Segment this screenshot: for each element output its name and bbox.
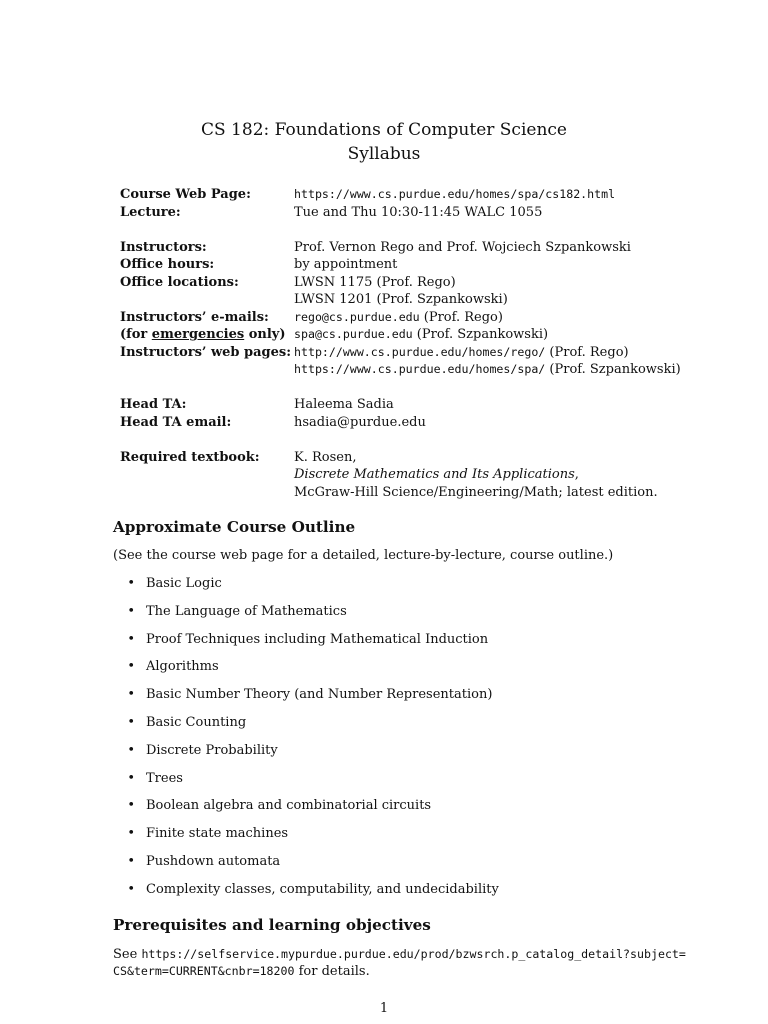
title-syllabus: Syllabus <box>347 144 421 164</box>
list-item: • Complexity classes, computability, and undecidability <box>113 881 499 909</box>
list-item: • Basic Number Theory (and Number Representation) <box>113 686 499 714</box>
info-row-hours <box>120 256 760 274</box>
info-row-locations-2 <box>120 291 760 309</box>
list-item: • Algorithms <box>113 658 499 686</box>
prereq-heading: Prerequisites and learning objectives <box>113 916 431 934</box>
info-row-textbook-3 <box>120 484 760 502</box>
list-item: • Finite state machines <box>113 825 499 853</box>
course-info-block <box>120 186 760 501</box>
info-row-headta <box>120 396 760 414</box>
label-web-page: Course Web Page: <box>120 187 251 202</box>
emergencies-underlined: emergencies <box>151 327 245 342</box>
office-location-1: LWSN 1175 (Prof. Rego) <box>294 274 456 290</box>
info-row-locations <box>120 274 760 292</box>
course-outline-list <box>113 575 499 909</box>
textbook-author: K. Rosen, <box>294 449 357 465</box>
info-row-textbook <box>120 449 760 467</box>
list-item: • Basic Logic <box>113 575 499 603</box>
bullet-icon: • <box>127 576 135 591</box>
email-spa-suffix: (Prof. Szpankowski) <box>412 327 549 342</box>
webpage-spa-suffix: (Prof. Szpankowski) <box>545 362 681 377</box>
page-number: 1 <box>379 1001 389 1016</box>
document-title <box>0 118 768 166</box>
bullet-icon: • <box>127 798 135 814</box>
info-row-headta-email <box>120 414 760 432</box>
webpage-rego-link[interactable]: http://www.cs.purdue.edu/homes/rego/ <box>294 344 546 359</box>
info-row-emails <box>120 309 760 327</box>
bullet-icon: • <box>127 659 135 675</box>
label-office-locations: Office locations: <box>120 274 239 290</box>
email-spa-link[interactable]: spa@cs.purdue.edu <box>294 327 413 341</box>
head-ta-email-value: hsadia@purdue.edu <box>294 414 426 430</box>
label-instructors: Instructors: <box>120 239 207 255</box>
office-location-2: LWSN 1201 (Prof. Szpankowski) <box>294 292 508 307</box>
list-item: • Discrete Probability <box>113 742 499 770</box>
label-instructor-emails: Instructors’ e-mails: <box>120 309 269 325</box>
prereq-paragraph: See https://selfservice.mypurdue.purdue.edu/prod/bzwsrch.p_catalog_detail?subject= CS&term=CURRENT&cnbr=18200 for details. <box>113 947 686 979</box>
outline-heading: Approximate Course Outline <box>113 518 356 536</box>
info-row-emails-2 <box>120 326 760 344</box>
email-rego-suffix: (Prof. Rego) <box>419 309 503 325</box>
label-instructor-web-pages: Instructors’ web pages: <box>120 344 292 360</box>
bullet-icon: • <box>127 714 135 730</box>
label-lecture: Lecture: <box>120 204 181 220</box>
label-required-textbook: Required textbook: <box>120 449 260 465</box>
list-item: • Proof Techniques including Mathematical Induction <box>113 631 499 659</box>
info-row-instructors <box>120 239 760 257</box>
lecture-value: Tue and Thu 10:30-11:45 WALC 1055 <box>294 204 543 220</box>
bullet-icon: • <box>127 853 135 869</box>
label-head-ta: Head TA: <box>120 397 187 412</box>
list-item: • The Language of Mathematics <box>113 603 499 631</box>
bullet-icon: • <box>127 742 135 758</box>
info-row-webpages-2 <box>120 361 760 379</box>
label-emergencies: (for emergencies only) <box>120 327 286 342</box>
list-item: • Pushdown automata <box>113 853 499 881</box>
textbook-publisher: McGraw-Hill Science/Engineering/Math; latest edition. <box>294 484 658 500</box>
outline-note: (See the course web page for a detailed, lecture-by-lecture, course outline.) <box>113 548 614 563</box>
info-row-lecture <box>120 204 760 222</box>
list-item: • Trees <box>113 770 499 798</box>
instructors-value: Prof. Vernon Rego and Prof. Wojciech Szpankowski <box>294 239 631 255</box>
course-web-link[interactable]: https://www.cs.purdue.edu/homes/spa/cs182.html <box>294 187 616 201</box>
bullet-icon: • <box>127 603 135 619</box>
bullet-icon: • <box>127 770 135 786</box>
info-row-web <box>120 186 760 204</box>
catalog-link-part1[interactable]: https://selfservice.mypurdue.purdue.edu/prod/bzwsrch.p_catalog_detail?subject= <box>141 947 686 961</box>
webpage-rego-suffix: (Prof. Rego) <box>545 344 629 360</box>
label-head-ta-email: Head TA email: <box>120 414 232 430</box>
head-ta-value: Haleema Sadia <box>294 397 394 412</box>
bullet-icon: • <box>127 631 135 647</box>
catalog-link-part2[interactable]: CS&term=CURRENT&cnbr=18200 <box>113 964 295 978</box>
list-item: • Basic Counting <box>113 714 499 742</box>
title-course: CS 182: Foundations of Computer Science <box>201 120 567 140</box>
webpage-spa-link[interactable]: https://www.cs.purdue.edu/homes/spa/ <box>294 362 546 376</box>
textbook-title: Discrete Mathematics and Its Applications <box>294 467 575 482</box>
email-rego-link[interactable]: rego@cs.purdue.edu <box>294 309 420 324</box>
info-row-textbook-2: Discrete Mathematics and Its Applications, <box>294 467 579 482</box>
info-row-webpages <box>120 344 760 362</box>
office-hours-value: by appointment <box>294 257 398 272</box>
bullet-icon: • <box>127 826 135 842</box>
label-office-hours: Office hours: <box>120 257 215 272</box>
bullet-icon: • <box>127 687 135 703</box>
list-item: • Boolean algebra and combinatorial circuits <box>113 797 499 825</box>
bullet-icon: • <box>127 881 135 897</box>
